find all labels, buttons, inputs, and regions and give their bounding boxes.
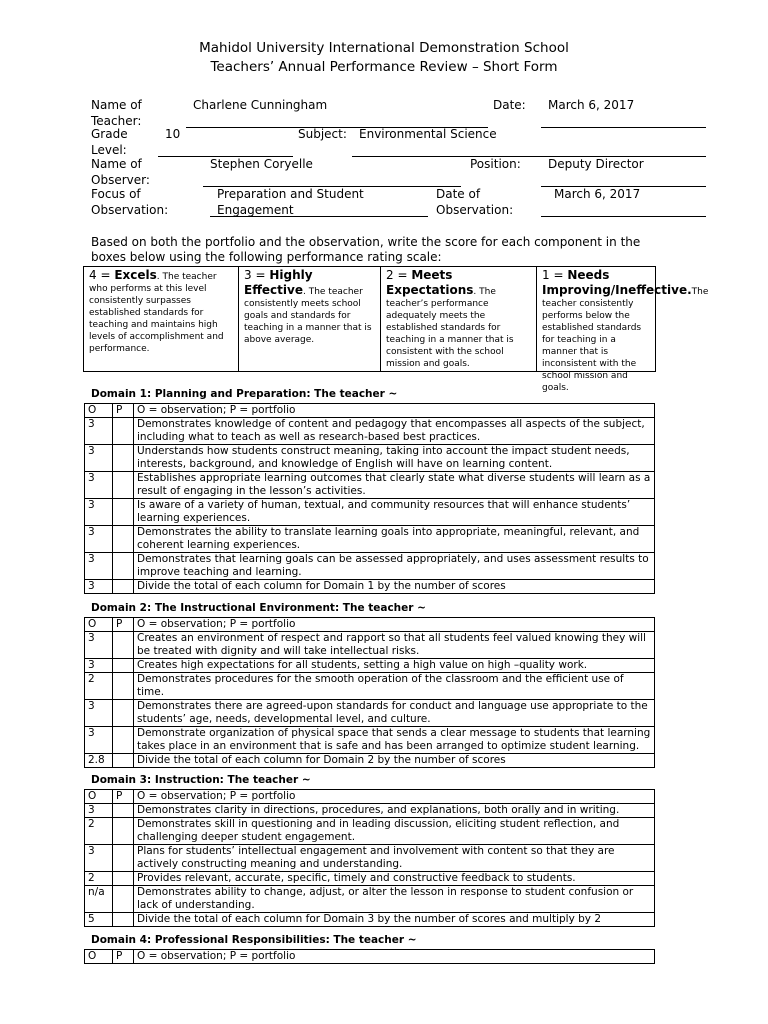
col-o: O (85, 404, 113, 418)
score-o[interactable]: 3 (85, 700, 113, 727)
criterion: Demonstrates skill in questioning and in leading discussion, eliciting student reflection, and challenging deeper student engagement. (134, 818, 655, 845)
col-o: O (85, 618, 113, 632)
table-row (85, 886, 655, 913)
col-p: P (113, 404, 134, 418)
legend: O = observation; P = portfolio (134, 618, 655, 632)
criterion: Plans for students’ intellectual engagement and involvement with content so that they are actively constructing meaning and understanding. (134, 845, 655, 872)
table-row (85, 727, 655, 754)
score-o[interactable]: 5 (85, 913, 113, 927)
criterion: Demonstrates ability to change, adjust, or alter the lesson in response to student confusion or lack of understanding. (134, 886, 655, 913)
observer-name: Stephen Coryelle (210, 157, 313, 171)
score-p[interactable] (113, 700, 134, 727)
legend: O = observation; P = portfolio (134, 404, 655, 418)
focus-label: Focus of Observation: (91, 187, 169, 217)
criterion: Demonstrates that learning goals can be assessed appropriately, and uses assessment results to improve teaching and learning. (134, 553, 655, 580)
position-label: Position: (470, 157, 521, 171)
score-p[interactable] (113, 804, 134, 818)
score-o[interactable]: 3 (85, 659, 113, 673)
score-p[interactable] (113, 659, 134, 673)
scale-excels (84, 267, 239, 371)
table-row (85, 553, 655, 580)
domain3-title: Domain 3: Instruction: The teacher ~ (91, 774, 311, 786)
score-o[interactable]: 3 (85, 727, 113, 754)
legend: O = observation; P = portfolio (134, 950, 655, 964)
scale-number: 2 = (386, 268, 412, 282)
table-row (85, 845, 655, 872)
scale-name: Meets Expectations (386, 268, 474, 297)
criterion: Divide the total of each column for Domain 2 by the number of scores (134, 754, 655, 768)
legend: O = observation; P = portfolio (134, 790, 655, 804)
criterion: Establishes appropriate learning outcomes that clearly state what diverse students will learn as a result of engaging in the lesson’s activities. (134, 472, 655, 499)
score-p[interactable] (113, 727, 134, 754)
date-value: March 6, 2017 (548, 98, 635, 112)
score-p[interactable] (113, 845, 134, 872)
score-p[interactable] (113, 445, 134, 472)
subject-value: Environmental Science (359, 127, 497, 141)
instructions: Based on both the portfolio and the observation, write the score for each component in the boxes below using the following performance rating scale: (91, 235, 641, 264)
table-row (85, 632, 655, 659)
observer-label: Name of Observer: (91, 157, 150, 187)
teacher-label: Name of Teacher: (91, 98, 142, 128)
criterion: Demonstrates clarity in directions, procedures, and explanations, both orally and in writing. (134, 804, 655, 818)
scale-desc: The teacher consistently performs below the established standards for teaching in a manner that is inconsistent with the school mission and goals. (542, 287, 709, 393)
score-o[interactable]: n/a (85, 886, 113, 913)
score-p[interactable] (113, 580, 134, 594)
domain1-table (84, 403, 655, 594)
score-o[interactable]: 3 (85, 845, 113, 872)
score-o[interactable]: 2 (85, 818, 113, 845)
criterion: Demonstrates procedures for the smooth operation of the classroom and the efficient use of time. (134, 673, 655, 700)
scale-meets-expectations (381, 267, 537, 371)
grade-value: 10 (165, 127, 181, 141)
table-row (85, 526, 655, 553)
col-p: P (113, 618, 134, 632)
score-o[interactable]: 3 (85, 472, 113, 499)
criterion: Understands how students construct meaning, taking into account the impact student needs, interests, background, and knowledge of English will have on learning content. (134, 445, 655, 472)
scale-number: 1 = (542, 268, 568, 282)
criterion: Creates an environment of respect and rapport so that all students feel valued knowing they will be treated with dignity and will take intellectual risks. (134, 632, 655, 659)
score-p[interactable] (113, 872, 134, 886)
criterion: Demonstrates the ability to translate learning goals into appropriate, meaningful, relevant, and coherent learning experiences. (134, 526, 655, 553)
scale-name: Highly Effective (244, 268, 313, 297)
scale-desc: . The teacher’s performance adequately meets the established standards for teaching in a manner that is consistent with the school mission and goals. (386, 287, 514, 369)
score-p[interactable] (113, 913, 134, 927)
scale-desc: . The teacher who performs at this level consistently surpasses established standards for teaching and maintains high levels of accomplishment and performance. (89, 272, 224, 354)
criterion: Provides relevant, accurate, specific, timely and constructive feedback to students. (134, 872, 655, 886)
scale-name: Needs Improving/Ineffective. (542, 268, 692, 297)
subject-label: Subject: (298, 127, 347, 141)
table-header-row (85, 950, 655, 964)
col-p: P (113, 790, 134, 804)
scale-number: 3 = (244, 268, 270, 282)
table-header-row (85, 790, 655, 804)
score-p[interactable] (113, 673, 134, 700)
score-o[interactable]: 3 (85, 632, 113, 659)
score-o[interactable]: 3 (85, 553, 113, 580)
col-o: O (85, 790, 113, 804)
table-row (85, 673, 655, 700)
rating-scale (83, 266, 709, 393)
table-row (85, 804, 655, 818)
score-o[interactable]: 2.8 (85, 754, 113, 768)
scale-name: Excels (114, 268, 157, 282)
criterion: Divide the total of each column for Domain 3 by the number of scores and multiply by 2 (134, 913, 655, 927)
criterion: Demonstrates knowledge of content and pedagogy that encompasses all aspects of the subject, including what to teach as well as research-based best practices. (134, 418, 655, 445)
table-row (85, 472, 655, 499)
table-row (85, 418, 655, 445)
col-o: O (85, 950, 113, 964)
obs-date-label: Date of Observation: (436, 187, 514, 217)
domain1-title: Domain 1: Planning and Preparation: The teacher ~ (91, 388, 398, 400)
domain4-title: Domain 4: Professional Responsibilities: The teacher ~ (91, 934, 417, 946)
table-row (85, 872, 655, 886)
score-o[interactable]: 2 (85, 673, 113, 700)
scale-number: 4 = (89, 268, 115, 282)
table-row (85, 700, 655, 727)
score-p[interactable] (113, 754, 134, 768)
position-value: Deputy Director (548, 157, 644, 171)
table-row (85, 499, 655, 526)
score-p[interactable] (113, 553, 134, 580)
score-o[interactable]: 3 (85, 580, 113, 594)
score-o[interactable]: 3 (85, 445, 113, 472)
table-row-total (85, 754, 655, 768)
table-row-total (85, 913, 655, 927)
criterion: Creates high expectations for all students, setting a high value on high –quality work. (134, 659, 655, 673)
score-p[interactable] (113, 418, 134, 445)
score-o[interactable]: 3 (85, 526, 113, 553)
scale-desc: . The teacher consistently meets school goals and standards for teaching in a manner that is above average. (244, 287, 372, 345)
grade-label: Grade Level: (91, 127, 128, 157)
obs-date-underline (541, 216, 706, 217)
date-underline (541, 127, 706, 128)
scale-needs-improving (537, 267, 709, 393)
domain4-table (84, 949, 655, 964)
subject-underline (352, 156, 706, 157)
domain2-table (84, 617, 655, 768)
criterion: Is aware of a variety of human, textual, and community resources that will enhance students’ learning experiences. (134, 499, 655, 526)
table-row (85, 445, 655, 472)
scale-highly-effective (239, 267, 381, 371)
school-name: Mahidol University International Demonstration School (199, 40, 569, 56)
score-p[interactable] (113, 526, 134, 553)
table-row (85, 659, 655, 673)
score-o[interactable]: 2 (85, 872, 113, 886)
score-p[interactable] (113, 499, 134, 526)
score-o[interactable]: 3 (85, 418, 113, 445)
score-p[interactable] (113, 886, 134, 913)
criterion: Demonstrate organization of physical space that sends a clear message to students that learning takes place in an environment that is safe and has been arranged to optimize student learning. (134, 727, 655, 754)
focus-underline (210, 216, 428, 217)
date-label: Date: (493, 98, 526, 112)
score-p[interactable] (113, 472, 134, 499)
table-row-total (85, 580, 655, 594)
score-o[interactable]: 3 (85, 804, 113, 818)
criterion: Demonstrates there are agreed-upon standards for conduct and language use appropriate to the students’ age, needs, developmental level, and culture. (134, 700, 655, 727)
col-p: P (113, 950, 134, 964)
score-p[interactable] (113, 632, 134, 659)
table-header-row (85, 618, 655, 632)
form-title: Teachers’ Annual Performance Review – Short Form (210, 59, 558, 75)
focus-value: Preparation and Student Engagement (217, 187, 364, 217)
domain2-title: Domain 2: The Instructional Environment: The teacher ~ (91, 602, 426, 614)
score-o[interactable]: 3 (85, 499, 113, 526)
domain3-table (84, 789, 655, 927)
criterion: Divide the total of each column for Domain 1 by the number of scores (134, 580, 655, 594)
obs-date-value: March 6, 2017 (554, 187, 641, 201)
teacher-name: Charlene Cunningham (193, 98, 328, 112)
score-p[interactable] (113, 818, 134, 845)
table-row (85, 818, 655, 845)
table-header-row (85, 404, 655, 418)
